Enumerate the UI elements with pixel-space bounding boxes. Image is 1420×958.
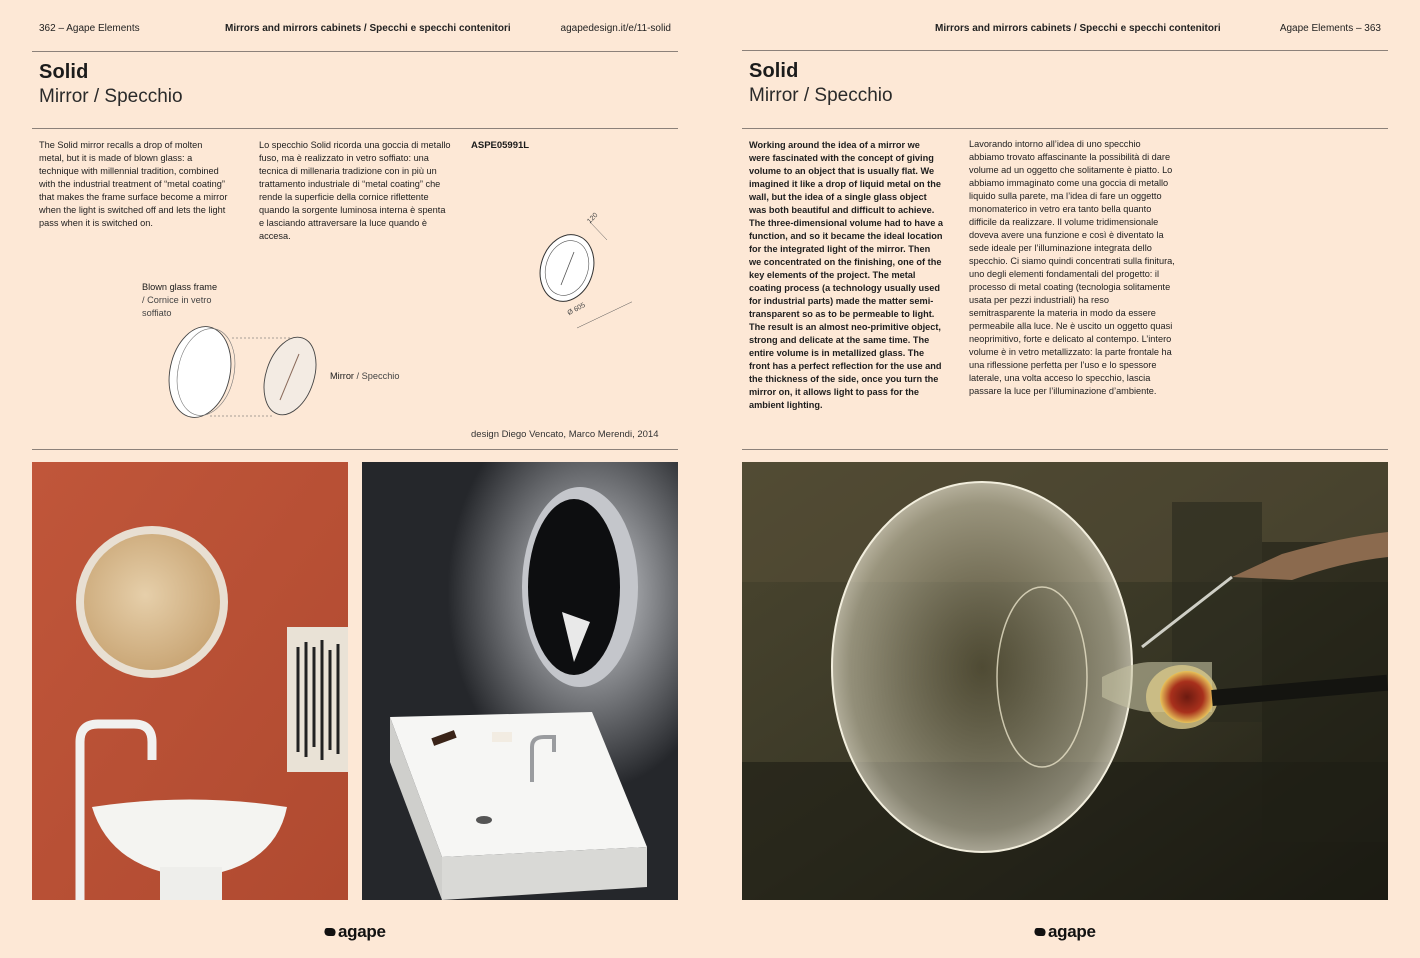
product-code: ASPE05991L [471,140,530,151]
agape-logo-mark-right [1033,928,1048,936]
left-page [32,0,678,958]
content-rule [32,449,678,450]
page-number-left: 362 – Agape Elements [39,23,140,34]
product-subtitle-right: Mirror / Specchio [749,85,893,106]
photo-backlit-mirror [362,462,678,900]
product-title-right: Solid [749,60,799,82]
label-frame: Blown glass frame / Cornice in vetro soffiato [142,282,218,318]
description-english: The Solid mirror recalls a drop of molten metal, but it is made of blown glass: a technique with millennial tradition, combined with the industrial treatment of “metal coating” that makes the frame surface become a mirror when the light is switched off and lets the light pass when it is switched on. [39,140,228,228]
photo-glass-blowing [742,462,1388,900]
product-subtitle: Mirror / Specchio [39,86,183,107]
product-url-link[interactable]: agapedesign.it/e/11-solid [560,23,671,34]
designer-statement-italian: Lavorando intorno all’idea di uno specchio abbiamo trovato affascinante la possibilità di dare volume ad un oggetto che solitamente è piatto. Lo abbiamo immaginato come una goccia di metallo liquido sulla parete, ma l’idea di fare un oggetto monomaterico in vetro era tanto bella quanto difficile da realizzare. Il volume tridimensionale doveva avere una funzione e così è diventato la sede ideale per l’illuminazione integrata dello specchio. Ci siamo quindi concentrati sulla finitura, uno degli elementi fondamentali del progetto: il processo di metal coating (tecnologia solitamente usata per pezzi industriali) ha reso semitrasparente la materia in modo da essere permeabile alla luce. Ne è uscito un oggetto quasi neoprimitivo, forte e delicato al contempo. L’intero volume è in vetro metallizzato: la parte frontale ha una riflessione perfetta per l’uso e lo spessore laterale, una volta acceso lo specchio, lascia passare la luce per l’illuminazione d’ambiente. [969,139,1175,396]
dim-depth: 120 [586,211,600,226]
label-mirror: Mirror / Specchio [330,371,400,381]
description-italian: Lo specchio Solid ricorda una goccia di metallo fuso, ma è realizzato in vetro soffiato: una tecnica di millenaria tradizione con in più un trattamento industriale di “metal coating” che rende la superficie della cornice riflettente quando la sorgente luminosa interna è spenta e lasciando attraversare la luce quando è accesa. [259,140,451,241]
section-header-right: Mirrors and mirrors cabinets / Specchi e specchi contenitori [935,23,1221,34]
right-page [742,0,1388,958]
design-credit: design Diego Vencato, Marco Merendi, 2014 [471,429,659,440]
content-rule-right [742,449,1388,450]
section-header-left: Mirrors and mirrors cabinets / Specchi e specchi contenitori [225,23,511,34]
agape-logo-mark [323,928,338,936]
photo-terracotta-bathroom [32,462,348,900]
title-rule [32,128,678,129]
exploded-diagram [162,322,322,422]
header-rule [32,51,678,52]
technical-drawing [532,210,632,340]
agape-logo-right: agape [1034,922,1096,942]
dim-diameter: Ø 605 [566,301,587,318]
header-rule-right [742,50,1388,51]
agape-logo-left: agape [324,922,386,942]
designer-statement-english: Working around the idea of a mirror we were fascinated with the concept of giving volume to an object that is usually flat. We imagined it like a drop of liquid metal on the wall, but the idea of a single glass object was both beautiful and difficult to achieve. The three-dimensional volume had to have a function, and so it became the ideal location for the integrated light of the mirror. Then we concentrated on the finishing, one of the key elements of the project. The metal coating process (a technology usually used for industrial parts) made the matter semi-transparent so as to be permeable to light. The result is an almost neo-primitive object, strong and delicate at the same time. The entire volume is in metallized glass. The front has a perfect reflection for the use and the thickness of the side, once you turn the mirror on, it allows light to pass for the ambient lighting. [749,140,944,410]
product-title: Solid [39,61,89,83]
title-rule-right [742,128,1388,129]
page-number-right: Agape Elements – 363 [1279,23,1381,34]
